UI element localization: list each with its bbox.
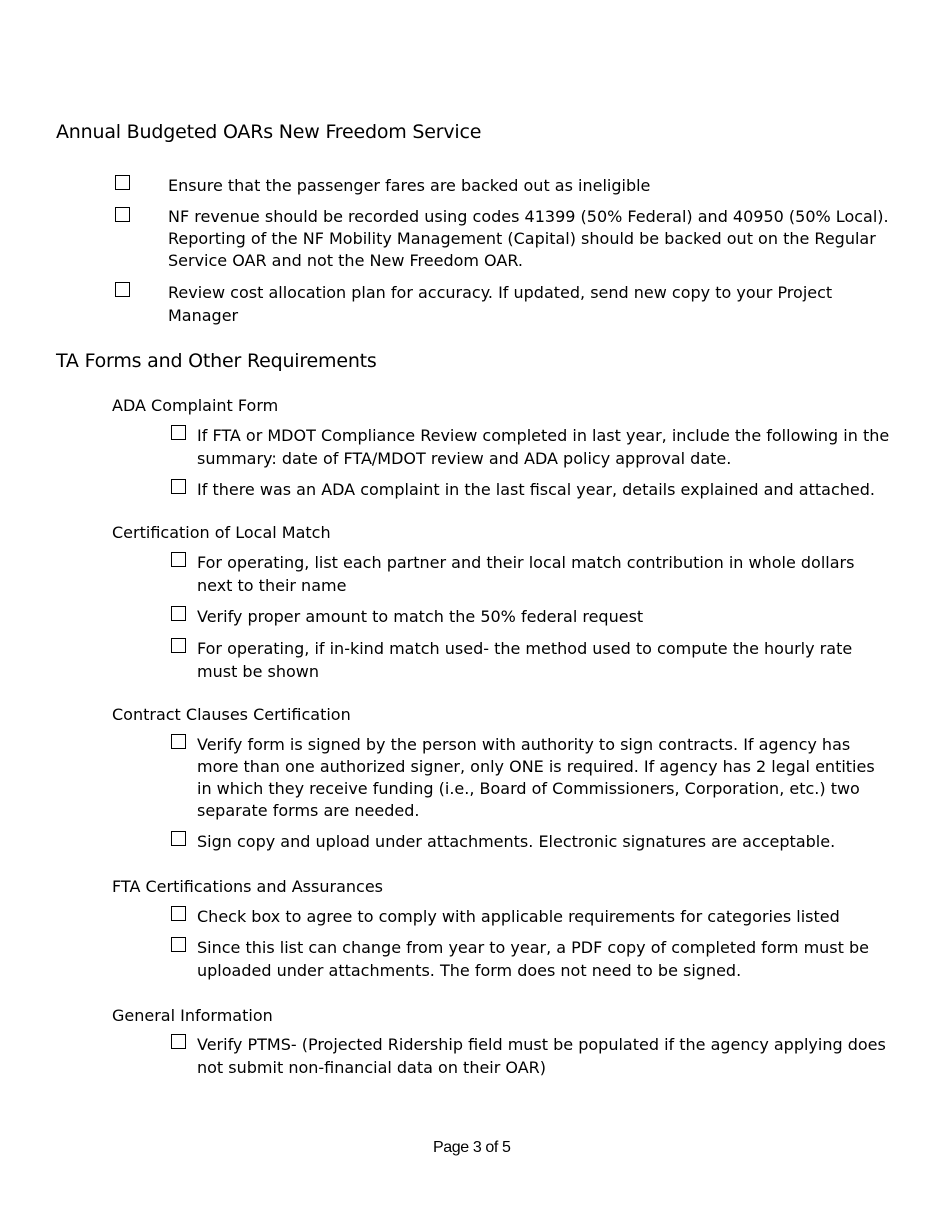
checklist-item-text: Check box to agree to comply with applicable requirements for categories listed xyxy=(197,907,840,926)
subsection-title-contract: Contract Clauses Certification xyxy=(112,705,351,724)
checkbox[interactable] xyxy=(171,552,186,567)
checkbox[interactable] xyxy=(171,906,186,921)
checklist-item-text: NF revenue should be recorded using codes 41399 (50% Federal) and 40950 (50% Local). Reporting of the NF Mobility Management (Capital) should be backed out on the Regular Service OAR and not the New Freedom OAR. xyxy=(168,207,889,270)
checkbox[interactable] xyxy=(171,734,186,749)
subsection-title-ada: ADA Complaint Form xyxy=(112,396,279,415)
checklist-item-text: Verify proper amount to match the 50% federal request xyxy=(197,607,644,626)
checkbox[interactable] xyxy=(115,282,130,297)
checklist-item-text: For operating, if in-kind match used- the method used to compute the hourly rate must be shown xyxy=(197,639,853,681)
subsection-title-fta: FTA Certifications and Assurances xyxy=(112,877,383,896)
page-number: Page 3 of 5 xyxy=(433,1139,511,1156)
section-heading-annual: Annual Budgeted OARs New Freedom Service xyxy=(56,121,482,143)
checklist-item-text: Verify PTMS- (Projected Ridership field must be populated if the agency applying does not submit non-financial data on their OAR) xyxy=(197,1035,886,1077)
checkbox[interactable] xyxy=(115,175,130,190)
subsection-title-general: General Information xyxy=(112,1006,273,1025)
checkbox[interactable] xyxy=(171,479,186,494)
checkbox[interactable] xyxy=(171,1034,186,1049)
checklist-item-text: Verify form is signed by the person with authority to sign contracts. If agency has more than one authorized signer, only ONE is required. If agency has 2 legal entities in which they receive funding (i.e., Board of Commissioners, Corporation, etc.) two separate forms are needed. xyxy=(197,735,875,820)
checklist-item-text: For operating, list each partner and their local match contribution in whole dollars next to their name xyxy=(197,553,855,595)
checklist-item-text: Sign copy and upload under attachments. Electronic signatures are acceptable. xyxy=(197,832,836,851)
checklist-item-text: If there was an ADA complaint in the last fiscal year, details explained and attached. xyxy=(197,480,875,499)
checkbox[interactable] xyxy=(171,831,186,846)
checkbox[interactable] xyxy=(171,606,186,621)
checkbox[interactable] xyxy=(171,425,186,440)
section-heading-ta: TA Forms and Other Requirements xyxy=(56,350,377,372)
checkbox[interactable] xyxy=(171,937,186,952)
checkbox[interactable] xyxy=(171,638,186,653)
checklist-item-text: If FTA or MDOT Compliance Review completed in last year, include the following in the summary: date of FTA/MDOT review and ADA policy approval date. xyxy=(197,426,890,468)
checkbox[interactable] xyxy=(115,207,130,222)
checklist-item-text: Ensure that the passenger fares are backed out as ineligible xyxy=(168,176,651,195)
checklist-item-text: Since this list can change from year to year, a PDF copy of completed form must be uploaded under attachments. The form does not need to be signed. xyxy=(197,938,869,980)
checklist-item-text: Review cost allocation plan for accuracy. If updated, send new copy to your Project Manager xyxy=(168,283,833,325)
subsection-title-local-match: Certification of Local Match xyxy=(112,523,331,542)
